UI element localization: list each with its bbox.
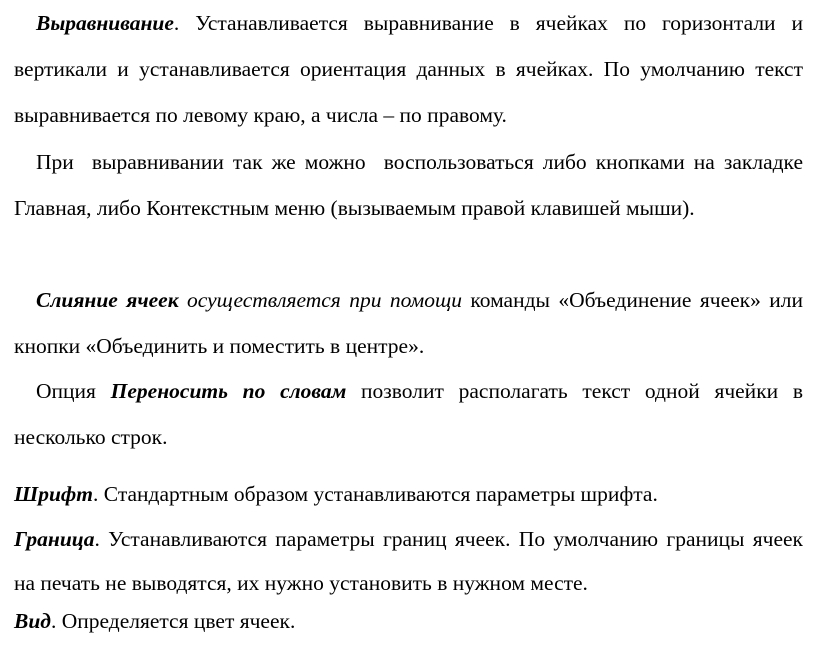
paragraph-wrap <box>14 368 803 460</box>
paragraph-border-text: . Устанавливаются параметры границ ячеек. По умолчанию границы ячеек на печать не выводятся, их нужно установить в нужном месте. <box>14 527 803 595</box>
paragraph-wrap-prefix: Опция <box>36 379 111 403</box>
paragraph-merge <box>14 277 803 369</box>
paragraph-border <box>14 517 803 605</box>
paragraph-view <box>14 599 803 643</box>
paragraph-alignment-buttons <box>14 139 809 231</box>
paragraph-font-text: . Стандартным образом устанавливаются параметры шрифта. <box>93 482 658 506</box>
term-view: Вид <box>14 609 51 633</box>
term-border: Граница <box>14 527 95 551</box>
paragraph-font <box>14 472 803 517</box>
term-font: Шрифт <box>14 482 94 506</box>
paragraph-merge-text: команды «Объединение ячеек» или кнопки «Объединить и поместить в центре». <box>14 288 803 358</box>
paragraph-alignment-text: . Устанавливается выравнивание в ячейках по горизонтали и вертикали и устанавливается ориентация данных в ячейках. По умолчанию текст выравнивается по левому краю, а числа – по правому. <box>14 11 803 127</box>
term-alignment: Выравнивание <box>36 11 174 35</box>
paragraph-alignment <box>14 0 803 138</box>
term-merge: Слияние ячеек <box>36 288 179 312</box>
paragraph-wrap-text: позволит располагать текст одной ячейки в несколько строк. <box>14 379 804 449</box>
paragraph-merge-italic: осуществляется при помощи <box>178 288 462 312</box>
paragraph-view-text: . Определяется цвет ячеек. <box>50 609 296 633</box>
paragraph-alignment-buttons-text: При выравнивании так же можно воспользоваться либо кнопками на закладке Главная, либо Контекстным меню (вызываемым правой клавишей мыши). <box>14 150 809 220</box>
term-wrap: Переносить по словам <box>110 379 347 403</box>
